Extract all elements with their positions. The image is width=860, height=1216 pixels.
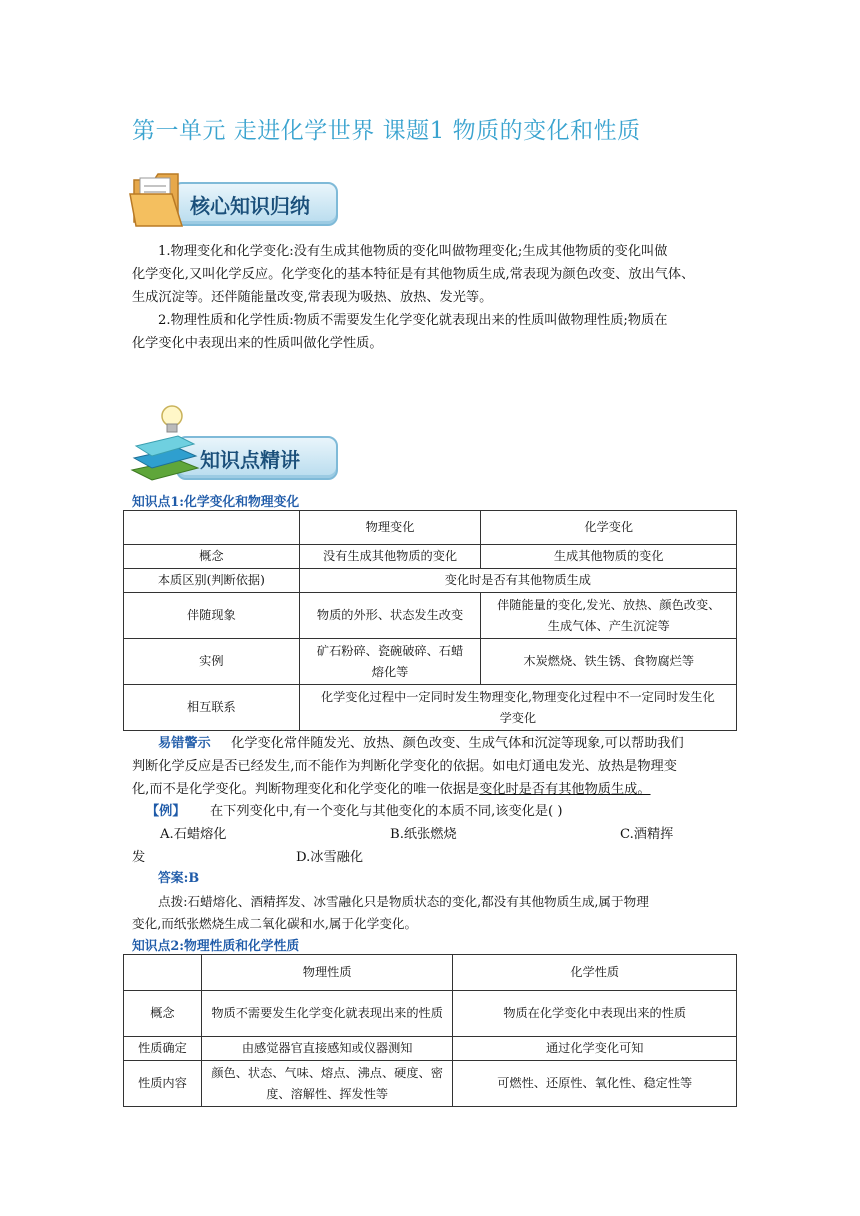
kp1-heading: 知识点1:化学变化和物理变化 xyxy=(132,495,300,510)
table-cell: 变化时是否有其他物质生成 xyxy=(299,569,736,593)
table-cell: 物质的外形、状态发生改变 xyxy=(299,593,481,639)
table-cell: 木炭燃烧、铁生锈、食物腐烂等 xyxy=(481,639,737,685)
table-row xyxy=(124,511,737,545)
table-cell: 物质在化学变化中表现出来的性质 xyxy=(453,991,737,1037)
hint-line1: 点拨:石蜡熔化、酒精挥发、冰雪融化只是物质状态的变化,都没有其他物质生成,属于物理 xyxy=(158,894,649,909)
core-p1-line2: 化学变化,又叫化学反应。化学变化的基本特征是有其他物质生成,常表现为颜色改变、放出气体、 xyxy=(132,267,695,282)
table-cell xyxy=(124,955,202,991)
table-cell: 伴随能量的变化,发光、放热、颜色改变、生成气体、产生沉淀等 xyxy=(481,593,737,639)
books-bulb-icon xyxy=(128,402,202,484)
answer: 答案:B xyxy=(158,871,200,886)
warning-line3 xyxy=(132,778,651,801)
folder-icon xyxy=(128,168,188,230)
table-header-cell: 化学性质 xyxy=(453,955,737,991)
table-cell: 本质区别(判断依据) xyxy=(124,569,300,593)
key-points-banner-label: 知识点精讲 xyxy=(200,448,300,472)
table-cell: 性质内容 xyxy=(124,1061,202,1107)
core-p1-line3: 生成沉淀等。还伴随能量改变,常表现为吸热、放热、发光等。 xyxy=(132,290,493,305)
warning-key-criterion: 变化时是否有其他物质生成。 xyxy=(479,782,651,797)
table-cell: 概念 xyxy=(124,991,202,1037)
key-points-banner xyxy=(128,402,338,484)
table-row xyxy=(124,685,737,731)
warning-label: 易错警示 xyxy=(158,736,211,751)
option-a: A.石蜡熔化 xyxy=(160,827,227,842)
option-c: C.酒精挥 xyxy=(620,827,674,842)
table-row xyxy=(124,545,737,569)
table-row xyxy=(124,569,737,593)
core-knowledge-banner xyxy=(128,168,340,228)
table-cell: 化学变化过程中一定同时发生物理变化,物理变化过程中不一定同时发生化学变化 xyxy=(299,685,736,731)
hint-line2: 变化,而纸张燃烧生成二氧化碳和水,属于化学变化。 xyxy=(132,916,418,931)
table-cell: 实例 xyxy=(124,639,300,685)
option-d: D.冰雪融化 xyxy=(296,850,364,865)
kp1-table xyxy=(123,510,737,731)
table-header-cell: 化学变化 xyxy=(481,511,737,545)
core-p2-line1: 2.物理性质和化学性质:物质不需要发生化学变化就表现出来的性质叫做物理性质;物质在 xyxy=(158,313,668,328)
warning-text: 化学变化常伴随发光、放热、颜色改变、生成气体和沉淀等现象,可以帮助我们 xyxy=(231,736,684,751)
table-cell: 概念 xyxy=(124,545,300,569)
example-question-line xyxy=(146,800,563,823)
table-row xyxy=(124,1061,737,1107)
core-p1-line1: 1.物理变化和化学变化:没有生成其他物质的变化叫做物理变化;生成其他物质的变化叫做 xyxy=(158,244,668,259)
page-title: 第一单元 走进化学世界 课题1 物质的变化和性质 xyxy=(132,118,641,144)
table-row xyxy=(124,991,737,1037)
table-cell: 相互联系 xyxy=(124,685,300,731)
table-cell: 颜色、状态、气味、熔点、沸点、硬度、密度、溶解性、挥发性等 xyxy=(201,1061,453,1107)
kp2-table xyxy=(123,954,737,1107)
table-cell: 伴随现象 xyxy=(124,593,300,639)
table-cell: 由感觉器官直接感知或仪器测知 xyxy=(201,1037,453,1061)
warning-line1 xyxy=(158,732,684,755)
table-cell: 通过化学变化可知 xyxy=(453,1037,737,1061)
table-header-cell: 物理变化 xyxy=(299,511,481,545)
table-cell: 没有生成其他物质的变化 xyxy=(299,545,481,569)
table-row xyxy=(124,955,737,991)
table-row xyxy=(124,1037,737,1061)
table-row xyxy=(124,639,737,685)
kp2-heading: 知识点2:物理性质和化学性质 xyxy=(132,939,300,954)
table-cell: 生成其他物质的变化 xyxy=(481,545,737,569)
warning-line2: 判断化学反应是否已经发生,而不能作为判断化学变化的依据。如电灯通电发光、放热是物理变 xyxy=(132,759,677,774)
table-cell: 物质不需要发生化学变化就表现出来的性质 xyxy=(201,991,453,1037)
core-knowledge-banner-label: 核心知识归纳 xyxy=(190,194,310,218)
table-header-cell: 物理性质 xyxy=(201,955,453,991)
example-label: 【例】 xyxy=(146,804,186,819)
option-b: B.纸张燃烧 xyxy=(390,827,457,842)
table-cell: 可燃性、还原性、氧化性、稳定性等 xyxy=(453,1061,737,1107)
table-row xyxy=(124,593,737,639)
table-cell: 性质确定 xyxy=(124,1037,202,1061)
table-cell xyxy=(124,511,300,545)
option-c-continued: 发 xyxy=(132,850,146,865)
core-p2-line2: 化学变化中表现出来的性质叫做化学性质。 xyxy=(132,336,383,351)
warning-text: 化,而不是化学变化。判断物理变化和化学变化的唯一依据是 xyxy=(132,782,480,797)
table-cell: 矿石粉碎、瓷碗破碎、石蜡熔化等 xyxy=(299,639,481,685)
example-question: 在下列变化中,有一个变化与其他变化的本质不同,该变化是( ) xyxy=(209,804,563,819)
